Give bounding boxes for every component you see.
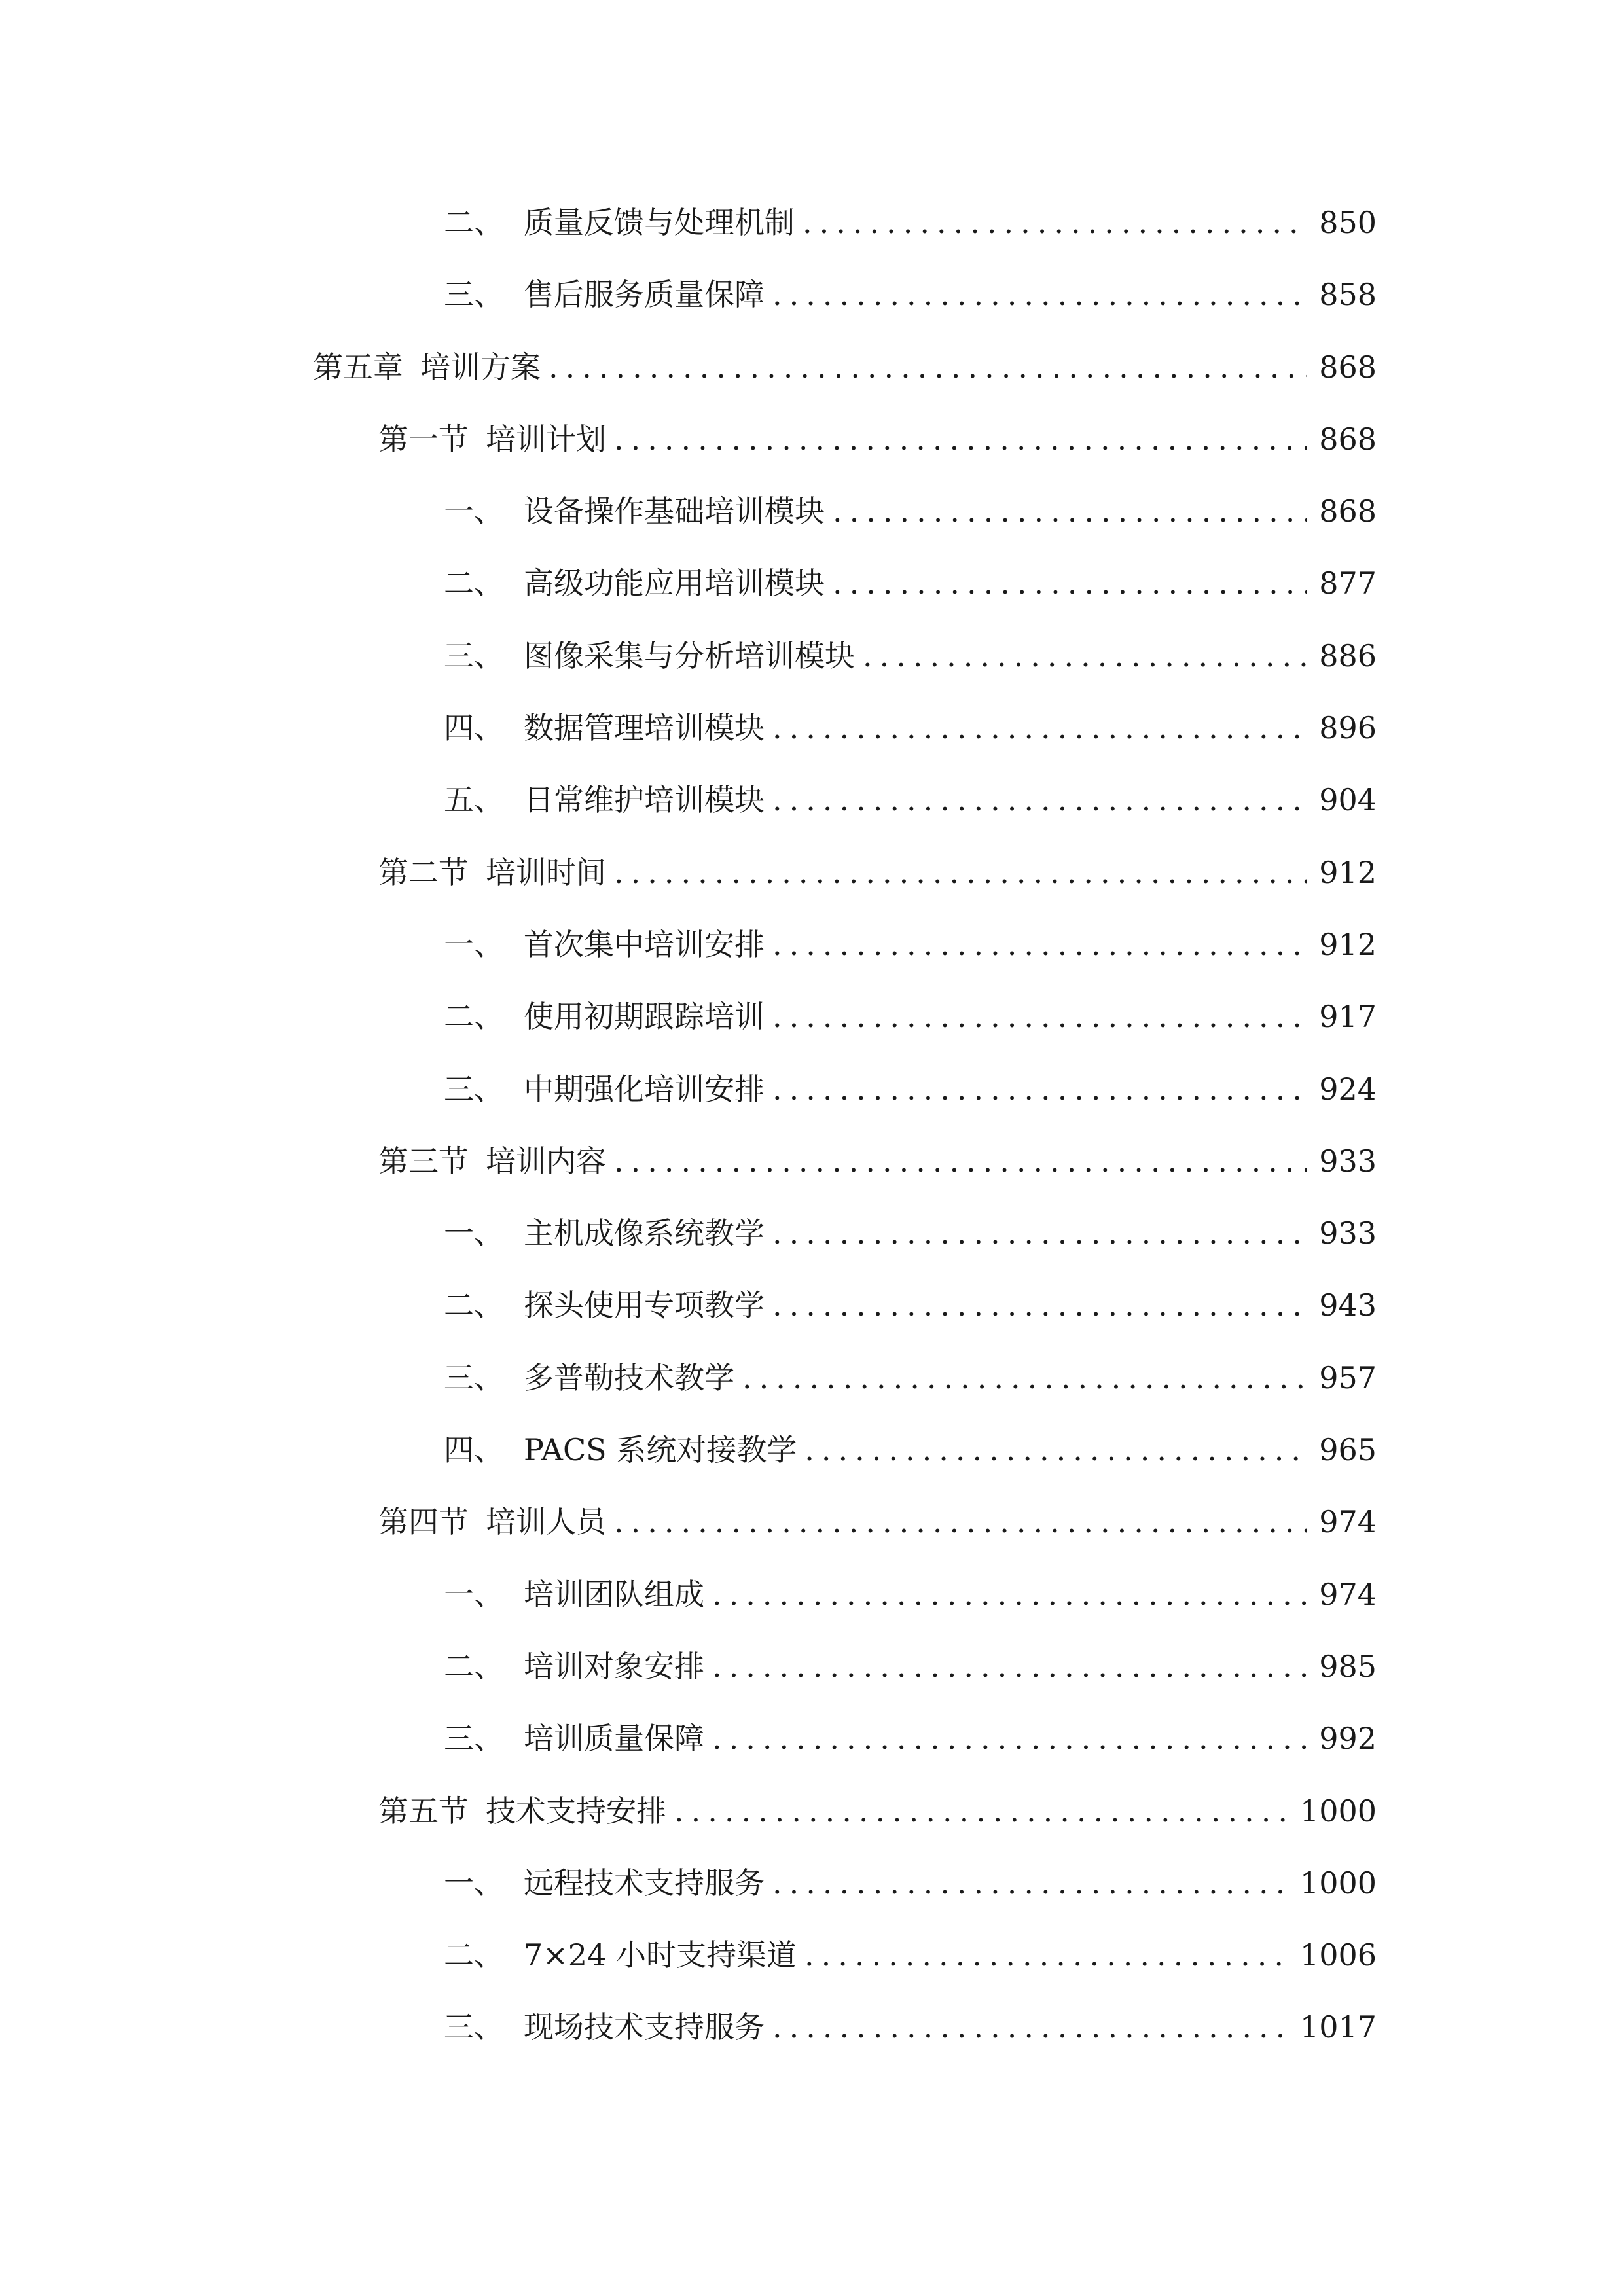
toc-entry-page-number: 858 bbox=[1319, 277, 1377, 313]
toc-entry-title: 多普勒技术教学 bbox=[524, 1359, 734, 1395]
toc-entry-number: 二、 bbox=[444, 1287, 504, 1323]
toc-entry-line bbox=[444, 564, 1377, 603]
toc-entry-line bbox=[444, 997, 1377, 1036]
toc-entry-item[interactable] bbox=[0, 1634, 1624, 1706]
toc-entry-number: 二、 bbox=[444, 999, 504, 1035]
toc-entry-item[interactable] bbox=[0, 984, 1624, 1056]
toc-entry-number: 二、 bbox=[444, 205, 504, 240]
toc-entry-number: 四、 bbox=[444, 1432, 504, 1468]
toc-entry-line bbox=[444, 492, 1377, 531]
dot-leader bbox=[772, 997, 1307, 1036]
toc-entry-item[interactable] bbox=[0, 1417, 1624, 1489]
toc-entry-line bbox=[378, 420, 1377, 459]
dot-leader bbox=[549, 348, 1307, 387]
dot-leader bbox=[772, 1285, 1307, 1325]
toc-entry-item[interactable] bbox=[0, 695, 1624, 767]
toc-entry-number: 第一节 bbox=[378, 421, 469, 457]
toc-entry-title: 探头使用专项教学 bbox=[524, 1287, 765, 1323]
toc-entry-title: 现场技术支持服务 bbox=[524, 2009, 765, 2045]
dot-leader bbox=[803, 203, 1307, 242]
toc-entry-item[interactable] bbox=[0, 767, 1624, 839]
toc-entry-title: 主机成像系统教学 bbox=[524, 1215, 765, 1251]
toc-entry-item[interactable] bbox=[0, 1272, 1624, 1344]
toc-entry-title: 培训内容 bbox=[486, 1143, 606, 1179]
toc-entry-line bbox=[444, 1863, 1377, 1903]
toc-entry-title: 技术支持安排 bbox=[486, 1793, 666, 1829]
toc-entry-title: 使用初期跟踪培训 bbox=[524, 999, 765, 1035]
toc-entry-number: 五、 bbox=[444, 782, 504, 818]
toc-entry-line bbox=[378, 1502, 1377, 1541]
toc-entry-page-number: 868 bbox=[1319, 421, 1377, 457]
toc-entry-item[interactable] bbox=[0, 1056, 1624, 1128]
toc-entry-line bbox=[444, 925, 1377, 964]
toc-entry-page-number: 912 bbox=[1319, 854, 1377, 890]
toc-entry-number: 三、 bbox=[444, 277, 504, 313]
toc-entry-page-number: 904 bbox=[1319, 782, 1377, 818]
toc-entry-section[interactable] bbox=[0, 1778, 1624, 1850]
toc-entry-item[interactable] bbox=[0, 1850, 1624, 1922]
toc-entry-title: 数据管理培训模块 bbox=[524, 710, 765, 746]
toc-entry-line bbox=[444, 203, 1377, 242]
dot-leader bbox=[712, 1575, 1307, 1614]
toc-entry-title: 图像采集与分析培训模块 bbox=[524, 637, 855, 673]
toc-entry-number: 第五章 bbox=[313, 349, 403, 385]
toc-entry-line bbox=[444, 1069, 1377, 1109]
toc-entry-line bbox=[444, 708, 1377, 747]
dot-leader bbox=[614, 853, 1307, 892]
toc-entry-page-number: 877 bbox=[1319, 565, 1377, 601]
dot-leader bbox=[712, 1647, 1307, 1686]
toc-entry-title: 售后服务质量保障 bbox=[524, 277, 765, 313]
dot-leader bbox=[804, 1935, 1288, 1975]
dot-leader bbox=[772, 2007, 1288, 2047]
toc-entry-title: 首次集中培训安排 bbox=[524, 926, 765, 962]
toc-entry-line bbox=[378, 853, 1377, 892]
toc-entry-page-number: 868 bbox=[1319, 349, 1377, 385]
toc-entry-item[interactable] bbox=[0, 1994, 1624, 2066]
toc-entry-section[interactable] bbox=[0, 406, 1624, 478]
toc-entry-title: 高级功能应用培训模块 bbox=[524, 565, 825, 601]
toc-entry-number: 第二节 bbox=[378, 854, 469, 890]
toc-entry-page-number: 965 bbox=[1319, 1432, 1377, 1468]
toc-entry-item[interactable] bbox=[0, 1200, 1624, 1272]
toc-entry-title: 培训计划 bbox=[486, 421, 606, 457]
dot-leader bbox=[772, 1213, 1307, 1253]
toc-entry-line bbox=[444, 1647, 1377, 1686]
dot-leader bbox=[772, 1069, 1307, 1109]
toc-entry-line bbox=[444, 1358, 1377, 1397]
toc-entry-number: 三、 bbox=[444, 637, 504, 673]
toc-entry-line bbox=[378, 1791, 1377, 1831]
toc-entry-line bbox=[444, 1285, 1377, 1325]
toc-entry-number: 三、 bbox=[444, 1721, 504, 1757]
toc-entry-line bbox=[444, 1575, 1377, 1614]
toc-entry-page-number: 974 bbox=[1319, 1576, 1377, 1612]
toc-entry-page-number: 985 bbox=[1319, 1648, 1377, 1684]
toc-entry-title: 培训人员 bbox=[486, 1504, 606, 1540]
toc-entry-number: 三、 bbox=[444, 1071, 504, 1107]
toc-entry-number: 第三节 bbox=[378, 1143, 469, 1179]
toc-entry-number: 一、 bbox=[444, 1865, 504, 1901]
toc-entry-line bbox=[444, 1935, 1377, 1975]
toc-entry-number: 第五节 bbox=[378, 1793, 469, 1829]
dot-leader bbox=[772, 925, 1307, 964]
toc-entry-title: 日常维护培训模块 bbox=[524, 782, 765, 818]
toc-entry-number: 一、 bbox=[444, 493, 504, 529]
toc-entry-number: 一、 bbox=[444, 1576, 504, 1612]
toc-entry-line bbox=[378, 1141, 1377, 1181]
toc-entry-item[interactable] bbox=[0, 623, 1624, 695]
toc-entry-title: 培训对象安排 bbox=[524, 1648, 704, 1684]
toc-entry-item[interactable] bbox=[0, 912, 1624, 984]
toc-entry-number: 二、 bbox=[444, 1937, 504, 1973]
toc-entry-title: 远程技术支持服务 bbox=[524, 1865, 765, 1901]
toc-entry-line bbox=[444, 1719, 1377, 1758]
toc-entry-chapter[interactable] bbox=[0, 334, 1624, 406]
dot-leader bbox=[833, 564, 1307, 603]
dot-leader bbox=[674, 1791, 1288, 1831]
dot-leader bbox=[614, 1502, 1307, 1541]
toc-entry-page-number: 917 bbox=[1319, 999, 1377, 1035]
dot-leader bbox=[614, 420, 1307, 459]
dot-leader bbox=[772, 780, 1307, 819]
toc-entry-item[interactable] bbox=[0, 1345, 1624, 1417]
dot-leader bbox=[804, 1430, 1307, 1469]
toc-entry-page-number: 933 bbox=[1319, 1143, 1377, 1179]
dot-leader bbox=[772, 708, 1307, 747]
toc-entry-page-number: 957 bbox=[1319, 1359, 1377, 1395]
dot-leader bbox=[772, 1863, 1288, 1903]
dot-leader bbox=[863, 636, 1307, 675]
toc-entry-number: 一、 bbox=[444, 926, 504, 962]
toc-entry-line bbox=[444, 780, 1377, 819]
toc-entry-line bbox=[444, 2007, 1377, 2047]
toc-entry-page-number: 1017 bbox=[1299, 2009, 1377, 2045]
toc-entry-page-number: 1000 bbox=[1299, 1793, 1377, 1829]
toc-entry-item[interactable] bbox=[0, 478, 1624, 550]
toc-entry-title: 设备操作基础培训模块 bbox=[524, 493, 825, 529]
toc-entry-section[interactable] bbox=[0, 1489, 1624, 1561]
toc-entry-section[interactable] bbox=[0, 840, 1624, 912]
dot-leader bbox=[742, 1358, 1307, 1397]
toc-entry-item[interactable] bbox=[0, 1706, 1624, 1778]
toc-entry-item[interactable] bbox=[0, 550, 1624, 622]
dot-leader bbox=[833, 492, 1307, 531]
toc-entry-number: 四、 bbox=[444, 710, 504, 746]
toc-entry-page-number: 974 bbox=[1319, 1504, 1377, 1540]
toc-entry-page-number: 886 bbox=[1319, 637, 1377, 673]
toc-entry-number: 二、 bbox=[444, 1648, 504, 1684]
toc-entry-line bbox=[444, 1213, 1377, 1253]
toc-entry-page-number: 992 bbox=[1319, 1721, 1377, 1757]
toc-entry-line bbox=[313, 348, 1377, 387]
toc-entry-title: 培训方案 bbox=[420, 349, 541, 385]
dot-leader bbox=[772, 275, 1307, 314]
toc-entry-title: PACS 系统对接教学 bbox=[524, 1432, 797, 1468]
toc-entry-title: 中期强化培训安排 bbox=[524, 1071, 765, 1107]
toc-entry-page-number: 850 bbox=[1319, 205, 1377, 240]
dot-leader bbox=[614, 1141, 1307, 1181]
toc-entry-page-number: 912 bbox=[1319, 926, 1377, 962]
toc-entry-line bbox=[444, 1430, 1377, 1469]
toc-entry-title: 7×24 小时支持渠道 bbox=[524, 1937, 797, 1973]
toc-entry-item[interactable] bbox=[0, 1562, 1624, 1634]
toc-entry-line bbox=[444, 275, 1377, 314]
toc-entry-title: 培训时间 bbox=[486, 854, 606, 890]
toc-entry-page-number: 933 bbox=[1319, 1215, 1377, 1251]
toc-entry-number: 第四节 bbox=[378, 1504, 469, 1540]
toc-entry-number: 三、 bbox=[444, 2009, 504, 2045]
toc-entry-section[interactable] bbox=[0, 1128, 1624, 1200]
toc-entry-title: 培训质量保障 bbox=[524, 1721, 704, 1757]
toc-entry-title: 培训团队组成 bbox=[524, 1576, 704, 1612]
toc-entry-item[interactable] bbox=[0, 1922, 1624, 1994]
toc-entry-page-number: 1006 bbox=[1299, 1937, 1377, 1973]
toc-entry-page-number: 943 bbox=[1319, 1287, 1377, 1323]
toc-entry-number: 一、 bbox=[444, 1215, 504, 1251]
toc-entry-line bbox=[444, 636, 1377, 675]
table-of-contents bbox=[0, 190, 1624, 2067]
toc-entry-page-number: 868 bbox=[1319, 493, 1377, 529]
toc-entry-number: 三、 bbox=[444, 1359, 504, 1395]
toc-entry-page-number: 896 bbox=[1319, 710, 1377, 746]
toc-entry-item[interactable] bbox=[0, 262, 1624, 334]
toc-entry-item[interactable] bbox=[0, 190, 1624, 262]
dot-leader bbox=[712, 1719, 1307, 1758]
toc-entry-title: 质量反馈与处理机制 bbox=[524, 205, 795, 240]
toc-entry-page-number: 924 bbox=[1319, 1071, 1377, 1107]
toc-entry-number: 二、 bbox=[444, 565, 504, 601]
toc-entry-page-number: 1000 bbox=[1299, 1865, 1377, 1901]
